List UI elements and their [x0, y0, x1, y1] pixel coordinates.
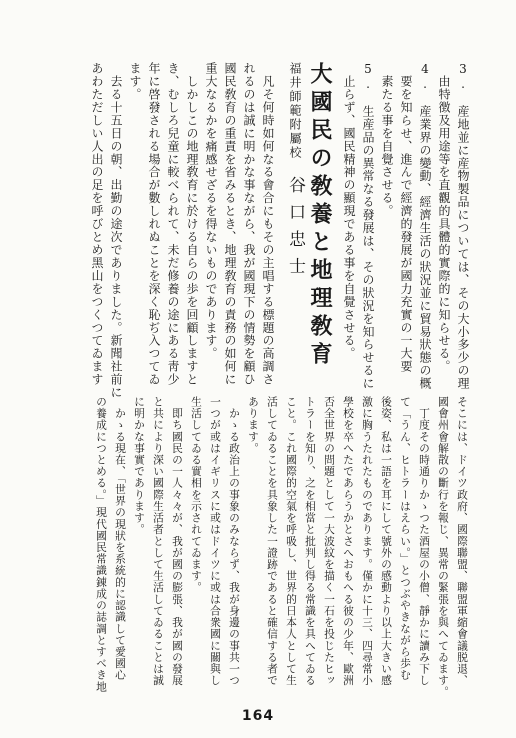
text-column: こと。これ國際的空氣を呼吸し、世界的日本人として生: [285, 396, 298, 687]
upper-text-block: [87, 62, 472, 398]
text-column: 生活してゐる實相を示されてゐます。: [190, 396, 203, 594]
author-name: 谷口忠士: [285, 175, 305, 284]
text-column: れるのは誠に明かな事ながら、我が國現下の情勢を顧ひ: [242, 62, 256, 386]
text-column: そこには、ドイツ政府、國際聯盟、聯盟軍縮會議脱退、: [456, 396, 469, 687]
text-column: かゝる現在、「世界の現狀を系統的に認識して愛國心: [114, 396, 127, 681]
text-column: 一つが或はイギリスに或はドイツに或は合衆國に關與し: [209, 396, 222, 687]
text-column: しかしこの地理敎育に於ける自らの歩を回顧しますと: [185, 62, 199, 386]
text-column: 重大なるかを痛感せざるを得ないものであります。: [204, 62, 218, 361]
text-column: 止らず、國民精神の顯現である事を自覺させる。: [342, 62, 356, 361]
text-column: 素たる事を自覺させる。: [380, 62, 394, 218]
lower-text-block: [92, 396, 472, 701]
text-column: 後姿、私は一語を耳にして號外の感動より以上大きい感: [380, 396, 393, 687]
text-column: 由特徴及用途等を直觀的具體的實際的に知らせる。: [437, 62, 451, 374]
text-column: 國民敎育の重責を省みるとき、地理敎育の責務の如何に: [223, 62, 237, 386]
text-column: 否全世界の問題として一大波紋を描く一石を投じたヒッ: [323, 396, 336, 687]
text-column: 激に胸うたれたものであります。僅かに十三、四尋常小: [361, 396, 374, 687]
text-column: 活してゐることを具象した一證跡であると確信する者で: [266, 396, 279, 687]
author-line: [283, 62, 307, 398]
text-column: 去る十五日の朝、出勤の途次でありました。新聞社前に: [109, 62, 123, 399]
text-column: と共により深い國際生活者として生活してゐることは誠: [152, 396, 165, 687]
text-column: かゝる政治上の事象のみならず、我が身邊の事共一つ: [228, 396, 241, 687]
text-column: ます。: [128, 62, 142, 101]
text-column: あります。: [247, 396, 260, 455]
text-column: 4. 産業界の變動、經濟生活の狀況並に貿易狀態の概: [418, 62, 432, 390]
text-column: 凡そ何時如何なる會合にもその主唱する標題の高調さ: [261, 62, 275, 386]
article-title: 大國民の敎養と地理敎育: [307, 62, 333, 370]
text-column: 學校を卒へたであらうかとさへおもへる彼の少年、歐洲: [342, 396, 355, 687]
text-column: に明かな事實であります。: [133, 396, 146, 536]
text-column: あわただしい人出の足を呼びとめ黑山をつくつてゐます: [90, 62, 104, 386]
text-column: 5. 生産品の異常なる發展は、その狀況を知らせるに: [361, 62, 375, 390]
text-column: て「うん、ヒトラーはえらい。」とつぶやきながら歩む: [399, 396, 412, 681]
author-affiliation: 福井師範附屬校: [288, 62, 302, 160]
text-column: 國會州會解散の斷行を報じ、異常の緊張を與へてゐます。: [437, 396, 450, 698]
text-column: 即ち國民の一人々々が、我が國の膨張、我が國の發展: [171, 396, 184, 687]
text-column: 要を知らせ、進んで經濟的發展が國力充實の一大要: [399, 62, 413, 374]
text-column: の養成につとめる。」現代國民常識錬成の誌調とすべき地: [95, 396, 108, 693]
text-column: 丁度その時通りかゝつた酒屋の小僧、靜かに讀み下し: [418, 396, 431, 687]
text-column: 年に啓發される場合が數しれぬことを深く恥ぢ入つてゐ: [147, 62, 161, 386]
text-column: 3. 産地並に産物製品については、その大小多少の理: [456, 62, 470, 390]
page-number: 164: [241, 708, 275, 724]
text-column: トラーを知り、之を相當と批判し得る常識を具へてゐる: [304, 396, 317, 687]
text-column: き、むしろ兒童に較べられて、未だ修養の途にある靑少: [166, 62, 180, 386]
